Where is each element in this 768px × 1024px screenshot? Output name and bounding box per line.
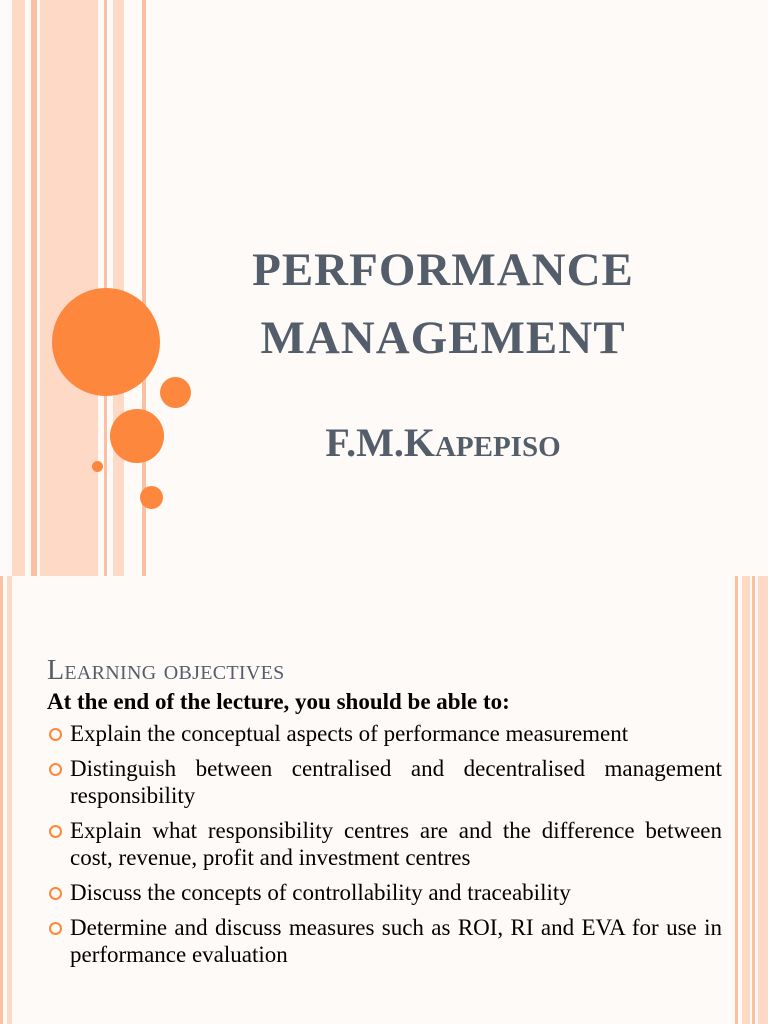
list-item (47, 720, 722, 747)
author-prefix: F.M.K (325, 420, 435, 465)
stripe (40, 0, 98, 576)
title-line: PERFORMANCE (252, 244, 634, 296)
objectives-slide (0, 576, 768, 1024)
objectives-body (47, 688, 722, 976)
list-item (47, 755, 722, 809)
small-circle-decoration (140, 486, 163, 509)
author-rest: APEPISO (434, 431, 561, 463)
stripe (7, 576, 12, 1024)
list-item (47, 914, 722, 968)
decorative-stripes (0, 0, 150, 576)
stripe (752, 576, 755, 1024)
slide-heading: Learning objectives (47, 655, 285, 686)
stripe (31, 0, 37, 576)
stripe (742, 576, 750, 1024)
author-name (150, 418, 736, 472)
large-circle-decoration (52, 288, 160, 396)
stripe (12, 0, 25, 576)
bullet-icon (49, 728, 62, 741)
slide-title (150, 236, 736, 372)
title-line: MANAGEMENT (260, 312, 626, 364)
list-item-text: Determine and discuss measures such as ROI, RI and EVA for use in performance evaluation (70, 915, 722, 967)
tiny-circle-decoration (92, 461, 103, 472)
list-item-text: Explain the conceptual aspects of performance measurement (70, 721, 629, 746)
bullet-icon (49, 922, 62, 935)
bullet-icon (49, 763, 62, 776)
stripe (758, 576, 768, 1024)
list-item-text: Explain what responsibility centres are and the difference between cost, revenue, profit and investment centres (70, 818, 722, 870)
bullet-icon (49, 887, 62, 900)
list-item-text: Distinguish between centralised and decentralised management responsibility (70, 756, 722, 808)
stripe (735, 576, 738, 1024)
bullet-icon (49, 825, 62, 838)
objectives-list (47, 720, 722, 968)
list-item (47, 817, 722, 871)
stripe (0, 576, 3, 1024)
list-item-text: Discuss the concepts of controllability and traceability (70, 880, 571, 905)
list-item (47, 879, 722, 906)
intro-text: At the end of the lecture, you should be able to: (47, 689, 510, 714)
small-circle-decoration (160, 377, 191, 408)
